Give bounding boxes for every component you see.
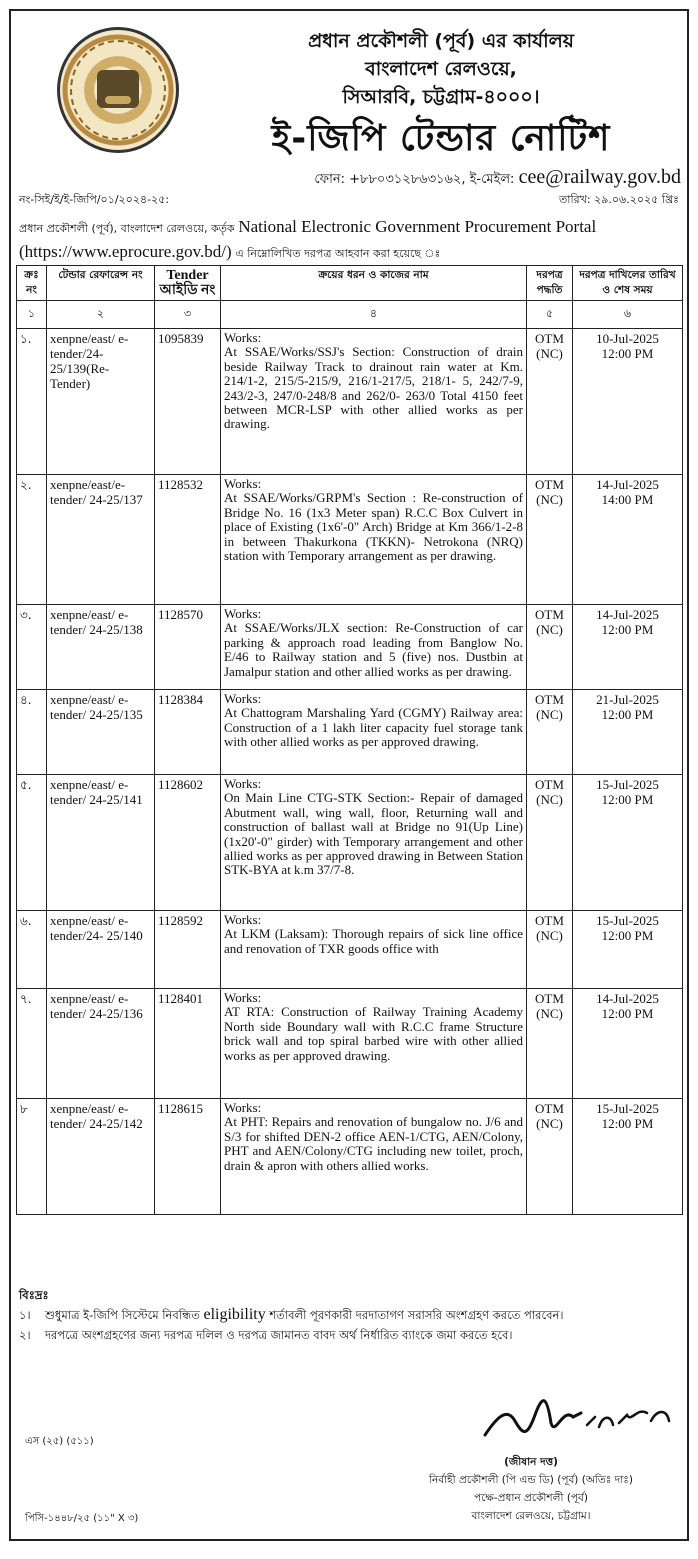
- row-type: Works:: [224, 606, 262, 621]
- row-work: At Chattogram Marshaling Yard (CGMY) Railway area: Construction of a 1 lakh liter capacity fuel storage tank with other allied works as per approved drawing.: [224, 705, 523, 750]
- row-date: [573, 690, 683, 775]
- column-number: ১: [17, 301, 47, 329]
- header-description: ক্রয়ের ধরন ও কাজের নাম: [221, 266, 527, 301]
- row-description: [221, 989, 527, 1099]
- note-number: ২।: [19, 1328, 31, 1342]
- table-row: [17, 911, 683, 989]
- row-reference: xenpne/east/ e-tender/ 24-25/135: [47, 690, 155, 775]
- intro-part-3: এ নিম্নোলিখিত দরপত্র আহবান করা হয়েছে ঃ: [235, 247, 441, 260]
- row-date-value: 15-Jul-2025: [596, 913, 659, 928]
- row-date: [573, 1099, 683, 1215]
- column-number: ৫: [527, 301, 573, 329]
- note-item: [19, 1305, 683, 1325]
- header-serial: ক্রঃ নং: [17, 266, 47, 301]
- row-reference: xenpne/east/e- tender/ 24-25/137: [47, 475, 155, 605]
- row-tender-id: 1128602: [155, 775, 221, 911]
- row-type: Works:: [224, 330, 262, 345]
- note-number: ১।: [19, 1308, 31, 1322]
- column-number: ৬: [573, 301, 683, 329]
- row-description: [221, 911, 527, 989]
- row-tender-id: 1128592: [155, 911, 221, 989]
- signer-organization: বাংলাদেশ রেলওয়ে, চট্টগ্রাম।: [471, 1510, 591, 1522]
- row-reference: xenpne/east/ e-tender/ 24-25/138: [47, 605, 155, 690]
- row-method: OTM (NC): [527, 911, 573, 989]
- row-method: OTM (NC): [527, 690, 573, 775]
- table-row: [17, 475, 683, 605]
- row-tender-id: 1128570: [155, 605, 221, 690]
- notice-title: ই-জিপি টেন্ডার নোটিশ: [271, 118, 611, 159]
- row-serial: ৩.: [17, 605, 47, 690]
- row-type: Works:: [224, 990, 262, 1005]
- header-method: দরপত্র পদ্ধতি: [527, 266, 573, 301]
- notes-section: [19, 1285, 683, 1345]
- handwritten-signature: [477, 1387, 677, 1447]
- note-item: [19, 1325, 683, 1345]
- row-tender-id: 1128615: [155, 1099, 221, 1215]
- note-text: [45, 1305, 563, 1325]
- header-reference: টেন্ডার রেফারেন্স নং: [47, 266, 155, 301]
- row-time-value: 12:00 PM: [601, 707, 654, 722]
- row-date: [573, 911, 683, 989]
- row-description: [221, 690, 527, 775]
- column-number: ৩: [155, 301, 221, 329]
- tender-notice-page: [9, 9, 689, 1541]
- row-work: At LKM (Laksam): Thorough repairs of sick line office and renovation of TXR goods office with: [224, 926, 523, 956]
- contact-phone: ফোন: +৮৮০৩১২৮৬৩১৬২, ই-মেইল:: [314, 172, 515, 187]
- office-location: সিআরবি, চট্টগ্রাম-৪০০০।: [342, 86, 540, 108]
- row-serial: ৬.: [17, 911, 47, 989]
- organization-name: বাংলাদেশ রেলওয়ে,: [365, 58, 517, 80]
- row-work: At SSAE/Works/SSJ's Section: Construction of drain beside Railway Track to drainout rain water at Km. 214/1-2, 215/5-215/9, 216/1-217/5, 218/1- 5, 242/7-9, 243/2-3, 247/0-248/8 and 262/0- 263/0 Total 4150 feet between MCR-LSP with other allied works as per drawing.: [224, 344, 523, 432]
- row-type: Works:: [224, 691, 262, 706]
- row-time-value: 14:00 PM: [601, 492, 654, 507]
- row-type: Works:: [224, 912, 262, 927]
- memo-number: নং-সিই/ই/ই-জিপি/০১/২০২৪-২৫:: [19, 193, 170, 206]
- row-date: [573, 475, 683, 605]
- bangladesh-railway-logo: [57, 27, 179, 153]
- row-reference: xenpne/east/ e-tender/24- 25/140: [47, 911, 155, 989]
- row-date: [573, 605, 683, 690]
- row-serial: ১.: [17, 329, 47, 475]
- notes-title: বিঃদ্রঃ: [19, 1288, 49, 1302]
- row-time-value: 12:00 PM: [601, 1116, 654, 1131]
- row-date-value: 10-Jul-2025: [596, 331, 659, 346]
- intro-portal: National Electronic Government Procurement Portal (https://www.eprocure.gov.bd/): [19, 217, 597, 261]
- note-text: দরপত্রে অংশগ্রহণের জন্য দরপত্র দলিল ও দরপত্র জামানত বাবদ অর্থ নির্ধারিত ব্যাংকে জমা করতে হবে।: [45, 1328, 513, 1342]
- column-number-row: [17, 301, 683, 329]
- tender-table: [16, 265, 683, 1215]
- signature-scribble: [477, 1387, 677, 1447]
- row-date: [573, 329, 683, 475]
- row-work: At PHT: Repairs and renovation of bungalow no. J/6 and S/3 for shifted DEN-2 office AEN-1/CTG, AEN/Colony, PHT and AEN/Colony/CTG including new toilet, proch, drain & apron with others allied works.: [224, 1114, 523, 1173]
- table-row: [17, 605, 683, 690]
- row-time-value: 12:00 PM: [601, 1006, 654, 1021]
- signer-name: (জীষান দত্ত): [504, 1456, 558, 1468]
- row-time-value: 12:00 PM: [601, 928, 654, 943]
- reference-line: [19, 191, 679, 210]
- table-row: [17, 989, 683, 1099]
- row-description: [221, 605, 527, 690]
- row-description: [221, 1099, 527, 1215]
- row-date: [573, 989, 683, 1099]
- table-row: [17, 1099, 683, 1215]
- row-tender-id: 1128401: [155, 989, 221, 1099]
- row-date-value: 14-Jul-2025: [596, 607, 659, 622]
- row-description: [221, 775, 527, 911]
- column-number: ৪: [221, 301, 527, 329]
- row-reference: xenpne/east/ e-tender/ 24-25/142: [47, 1099, 155, 1215]
- row-method: OTM (NC): [527, 475, 573, 605]
- row-description: [221, 329, 527, 475]
- row-time-value: 12:00 PM: [601, 346, 654, 361]
- row-type: Works:: [224, 776, 262, 791]
- row-date-value: 15-Jul-2025: [596, 777, 659, 792]
- row-date-value: 21-Jul-2025: [596, 692, 659, 707]
- row-tender-id: 1095839: [155, 329, 221, 475]
- row-reference: xenpne/east/ e-tender/24- 25/139(Re- Tender): [47, 329, 155, 475]
- note-text-part: শুধুমাত্র ই-জিপি সিস্টেমে নিবন্ধিত: [45, 1308, 200, 1322]
- es-code: এস (২৫) (৫১১): [25, 1436, 94, 1447]
- signer-block: [381, 1453, 681, 1525]
- row-date-value: 15-Jul-2025: [596, 1101, 659, 1116]
- row-work: At SSAE/Works/GRPM's Section : Re-construction of Bridge No. 16 (1x3 Meter span) R.C.C Box Culvert in place of Existing (1x6'-0" Arch) Bridge at Km 366/1-2-8 in between Thakurkona (TKKN)- Netrokona (NRQ) station with Temporary arrangement as per drawing.: [224, 490, 523, 564]
- pc-code: পিসি-১৪৪৮/২৫ (১১" X ৩): [25, 1513, 139, 1524]
- row-time-value: 12:00 PM: [601, 622, 654, 637]
- row-serial: ৮: [17, 1099, 47, 1215]
- row-type: Works:: [224, 1100, 262, 1115]
- row-description: [221, 475, 527, 605]
- note-eligibility-term: eligibility: [203, 1306, 266, 1323]
- intro-paragraph: [19, 215, 683, 265]
- row-serial: ৭.: [17, 989, 47, 1099]
- notice-date: তারিখ: ২৯.০৬.২০২৫ খ্রিঃ: [559, 193, 679, 206]
- signer-designation: নির্বাহী প্রকৌশলী (পি এন্ড ডি) (পূর্ব) (অতিঃ দাঃ): [428, 1474, 633, 1486]
- row-method: OTM (NC): [527, 775, 573, 911]
- row-time-value: 12:00 PM: [601, 792, 654, 807]
- table-row: [17, 775, 683, 911]
- row-date: [573, 775, 683, 911]
- note-text-part: শর্তাবলী পূরণকারী দরদাতাগণ সরাসরি অংশগ্রহণ করতে পারবেন।: [269, 1308, 564, 1322]
- office-name: প্রধান প্রকৌশলী (পূর্ব) এর কার্যালয়: [308, 30, 574, 52]
- row-work: On Main Line CTG-STK Section:- Repair of damaged Abutment wall, wing wall, floor, Returning wall and construction of ballast wall at Bridge no 91(Up Line) (1x20'-0" girder) with Temporary arrangement and other allied works as per approved drawing in Between Station STK-BYA at k.m 37/7-8.: [224, 790, 523, 878]
- column-number: ২: [47, 301, 155, 329]
- row-method: OTM (NC): [527, 329, 573, 475]
- row-type: Works:: [224, 476, 262, 491]
- signer-on-behalf: পক্ষে-প্রধান প্রকৌশলী (পূর্ব): [474, 1492, 588, 1504]
- row-reference: xenpne/east/ e-tender/ 24-25/136: [47, 989, 155, 1099]
- row-method: OTM (NC): [527, 1099, 573, 1215]
- row-serial: ৪.: [17, 690, 47, 775]
- row-reference: xenpne/east/ e-tender/ 24-25/141: [47, 775, 155, 911]
- intro-part-1: প্রধান প্রকৌশলী (পূর্ব), বাংলাদেশ রেলওয়ে, কর্তৃক: [19, 222, 235, 235]
- row-date-value: 14-Jul-2025: [596, 477, 659, 492]
- row-tender-id: 1128384: [155, 690, 221, 775]
- row-method: OTM (NC): [527, 989, 573, 1099]
- row-work: AT RTA: Construction of Railway Training Academy North side Boundary wall with R.C.C frame Structure brick wall and top spiral barbed wire with other allied works as per approved drawing.: [224, 1004, 523, 1063]
- row-serial: ২.: [17, 475, 47, 605]
- header-tender-id: Tender আইডি নং: [155, 266, 221, 301]
- row-tender-id: 1128532: [155, 475, 221, 605]
- row-work: At SSAE/Works/JLX section: Re-Construction of car parking & approach road leading from Banglow No. E/46 to Railway station and 5 (five) nos. Dustbin at Jamalpur station and other allied works as per drawing.: [224, 620, 523, 679]
- table-header-row: [17, 266, 683, 301]
- row-serial: ৫.: [17, 775, 47, 911]
- contact-email: cee@railway.gov.bd: [518, 166, 681, 188]
- row-method: OTM (NC): [527, 605, 573, 690]
- header-date: দরপত্র দাখিলের তারিখ ও শেষ সময়: [573, 266, 683, 301]
- table-row: [17, 690, 683, 775]
- row-date-value: 14-Jul-2025: [596, 991, 659, 1006]
- locomotive-emblem-icon: [97, 70, 139, 108]
- table-row: [17, 329, 683, 475]
- contact-line: [241, 166, 681, 191]
